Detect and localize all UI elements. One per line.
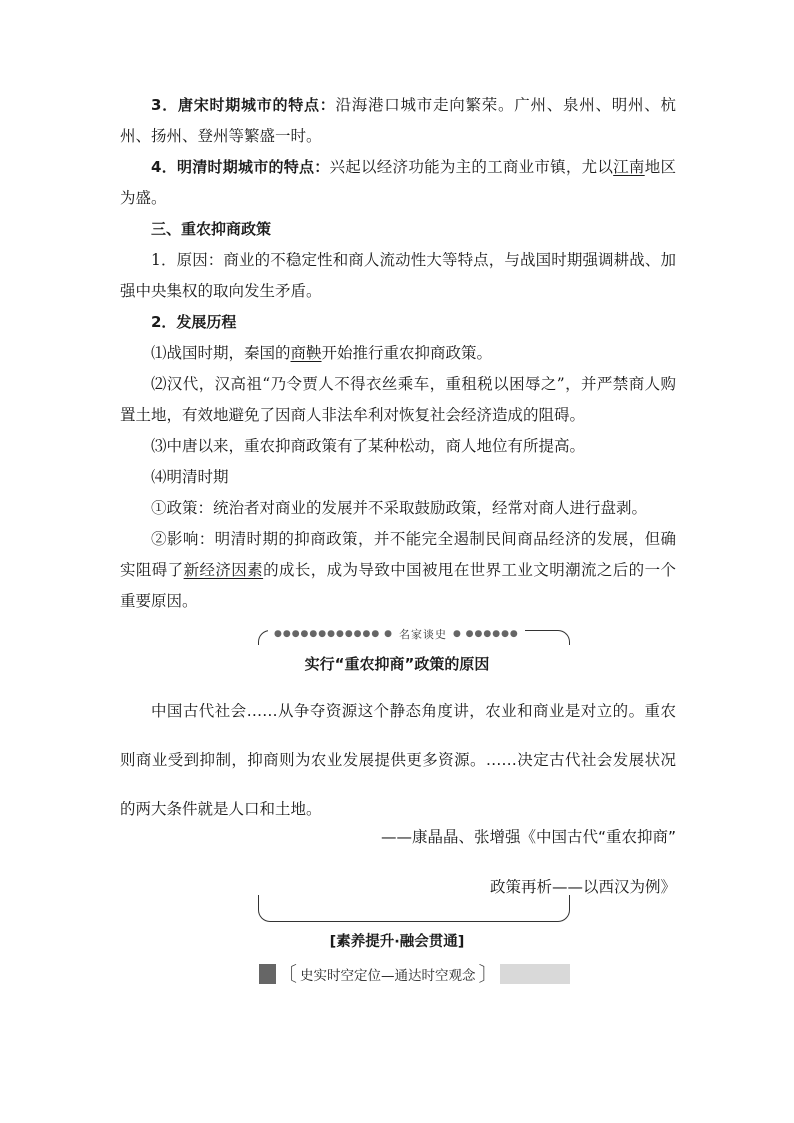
paragraph-mid-tang: ⑶中唐以来，重农抑商政策有了某种松动，商人地位有所提高。 <box>151 437 586 455</box>
text-ming-qing-b: 地区为盛。 <box>120 158 676 207</box>
bar-label: 史实时空定位—通达时空观念 <box>300 968 476 984</box>
left-bracket-icon: 〔 <box>277 962 297 986</box>
underlined-new-economic-factors: 新经济因素 <box>183 561 264 579</box>
text-tang-song: 沿海港口城市走向繁荣。广州、泉州、明州、杭州、扬州、登州等繁盛一时。 <box>120 96 676 145</box>
heading-ming-qing-cities: 4．明清时期城市的特点： <box>151 158 330 176</box>
badge-label: 名家谈史 <box>398 628 447 641</box>
topic-bar <box>259 964 570 984</box>
heading-reason: 1．原因： <box>151 251 224 269</box>
heading-tang-song: 3．唐宋时期城市的特点： <box>151 96 336 114</box>
section-label: [素养提升·融会贯通] <box>329 934 465 950</box>
heading-development: 2．发展历程 <box>151 313 237 331</box>
right-bracket-icon: 〕 <box>478 962 499 986</box>
underlined-jiangnan: 江南 <box>613 158 645 176</box>
paragraph-tang-song <box>120 90 676 152</box>
paragraph-han: ⑵汉代，汉高祖“乃令贾人不得衣丝乘车，重租税以困辱之”，并严禁商人购置土地，有效地避免了因商人非法牟利对恢复社会经济造成的阻碍。 <box>120 375 676 424</box>
source-line-1: ——康晶晶、张增强《中国古代“重农抑商” <box>380 828 676 846</box>
paragraph-policy: ①政策：统治者对商业的发展并不采取鼓励政策，经常对商人进行盘剥。 <box>151 499 648 517</box>
scholar-badge <box>268 625 525 643</box>
text-reason: 商业的不稳定性和商人流动性大等特点，与战国时期强调耕战、加强中央集权的取向发生矛盾。 <box>120 251 676 300</box>
dots-left-icon: ●●●●●●●●●●●● ● <box>274 629 393 639</box>
bar-fill <box>500 964 571 984</box>
text-impact-a: ②影响：明清时期的抑商政策，并不能完全遏制民间商品经济的发展，但确实阻碍了 <box>120 530 676 579</box>
main-text <box>120 90 676 617</box>
text-impact-b: 的成长，成为导致中国被甩在世界工业文明潮流之后的一个重要原因。 <box>120 561 676 610</box>
underlined-shang-yang: 商鞅 <box>290 344 322 362</box>
paragraph-impact <box>120 524 676 617</box>
text-d1-b: 开始推行重农抑商政策。 <box>321 344 493 362</box>
section-title-policy: 三、重农抑商政策 <box>151 220 272 238</box>
paragraph-warring-states <box>120 338 676 369</box>
bar-square-icon <box>259 964 276 984</box>
quote-text: 中国古代社会……从争夺资源这个静态角度讲，农业和商业是对立的。重农则商业受到抑制，抑商则为农业发展提供更多资源。……决定古代社会发展状况的两大条件就是人口和土地。 <box>120 702 676 818</box>
text-d1-a: ⑴战国时期，秦国的 <box>151 344 291 362</box>
paragraph-reason <box>120 245 676 307</box>
paragraph-ming-qing-period: ⑷明清时期 <box>151 468 229 486</box>
text-ming-qing-a: 兴起以经济功能为主的工商业市镇，尤以 <box>329 158 614 176</box>
dots-right-icon: ● ●●●●●● <box>452 629 519 639</box>
quote-title: 实行“重农抑商”政策的原因 <box>304 655 490 673</box>
paragraph-ming-qing-cities <box>120 152 676 214</box>
source-line-2: 政策再析——以西汉为例》 <box>489 878 676 896</box>
quote-source <box>120 812 676 912</box>
